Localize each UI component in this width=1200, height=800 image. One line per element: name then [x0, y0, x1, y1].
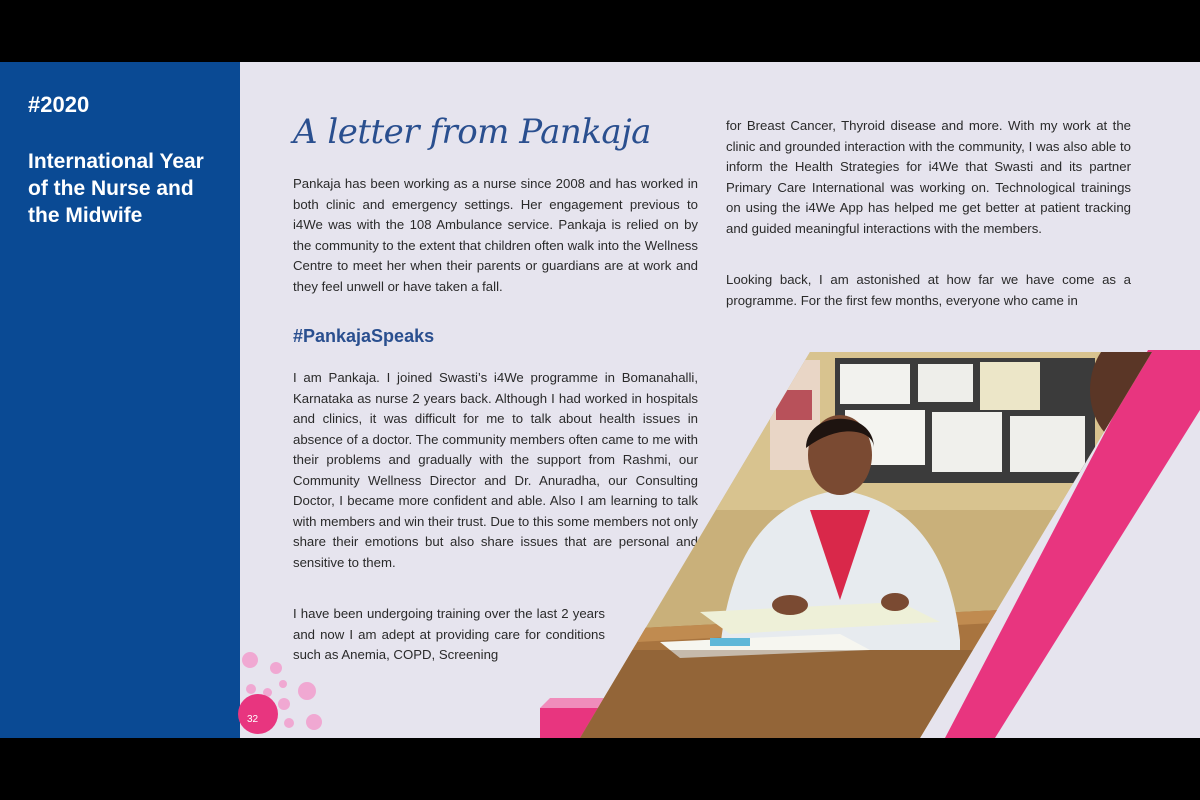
letter-title: A letter from Pankaja	[293, 112, 651, 152]
letter-paragraph-3: for Breast Cancer, Thyroid disease and more. With my work at the clinic and grounded interaction with the community, I was also able to inform the Health Strategies for i4We that Swasti and its partner Primary Care International was working on. Technological trainings on using the i4We App has helped me get better at patient tracking and guided meaningful interactions with the members.	[726, 118, 1131, 236]
intro-paragraph: Pankaja has been working as a nurse since 2008 and has worked in both clinic and emergency settings. Her engagement previous to i4We was with the 108 Ambulance service. Pankaja is relied on by the community to the extent that children often walk into the Wellness Centre to meet her when their parents or guardians are at work and they feel unwell or have taken a fall.	[293, 176, 698, 294]
letter-paragraph-4: Looking back, I am astonished at how far we have come as a programme. For the first few months, everyone who came in	[726, 272, 1131, 308]
page-number: 32	[247, 714, 259, 725]
hashtag-heading: #PankajaSpeaks	[293, 326, 435, 346]
brochure-page	[0, 62, 1200, 738]
sidebar-panel	[0, 62, 240, 738]
letter-paragraph-1: I am Pankaja. I joined Swasti’s i4We programme in Bomanahalli, Karnataka as nurse 2 years back. Although I had worked in hospitals and clinics, it was difficult for me to talk about health issues in absence of a doctor. The community members often came to me with their problems and gradually with the support from Rashmi, our Community Wellness Director and Dr. Anuradha, our Consulting Doctor, I became more confident and able. Also I am learning to talk with members and win their trust. Due to this some members not only share their emotions but also share issues that are personal and sensitive to them.	[293, 370, 698, 570]
letter-paragraph-2: I have been undergoing training over the last 2 years and now I am adept at providing care for conditions such as Anemia, COPD, Screening	[293, 606, 605, 662]
sidebar-year: #2020	[28, 92, 90, 117]
sidebar-title: International Year of the Nurse and the Midwife	[28, 150, 204, 227]
nurse-photo	[540, 350, 1200, 738]
